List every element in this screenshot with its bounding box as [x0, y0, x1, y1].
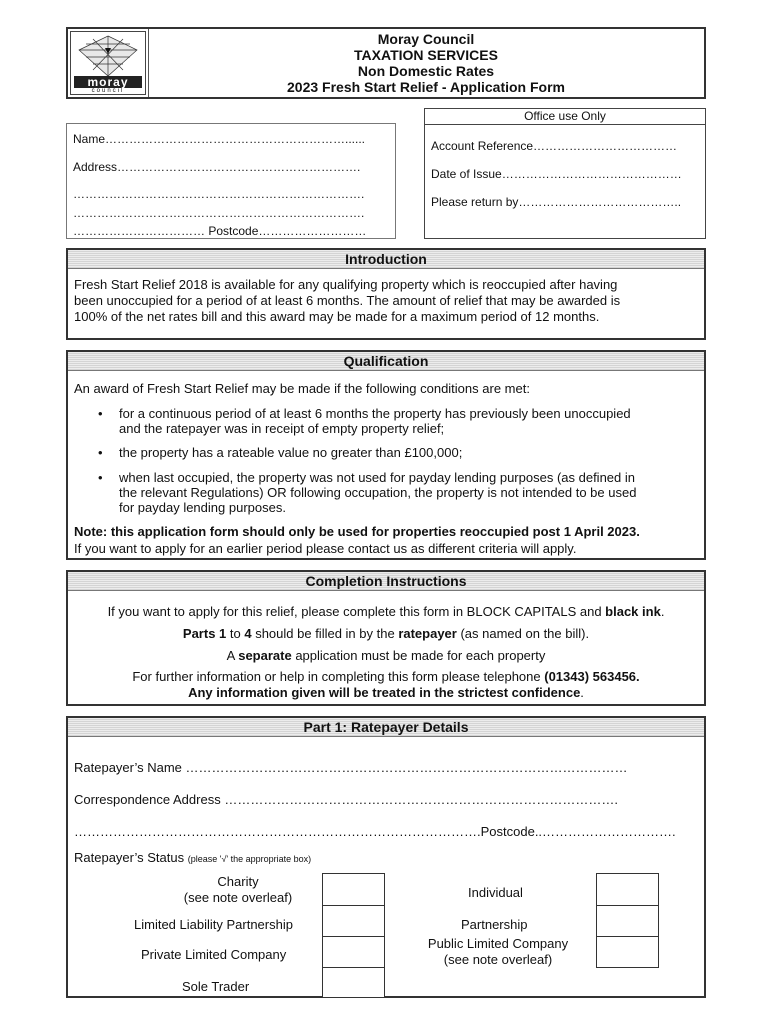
- plc-checkbox[interactable]: [596, 936, 659, 968]
- condition-payday-lending: • when last occupied, the property was not used for payday lending purposes (as defined in the relevant Regulations) OR following occupation, the property is not intended to be used for payday lending purposes.: [74, 470, 704, 515]
- header-box: [66, 27, 706, 99]
- logo-wordmark: moray: [74, 76, 142, 88]
- form-title: 2023 Fresh Start Relief - Application Form: [287, 79, 565, 95]
- address-line-2[interactable]: ……………………………………………………………….: [73, 187, 365, 201]
- completion-line-3: A separate application must be made for each property: [226, 648, 546, 663]
- completion-line-2: Parts 1 to 4 should be filled in by the ratepayer (as named on the bill).: [182, 626, 590, 641]
- part1-section: [66, 716, 706, 998]
- correspondence-address-field[interactable]: Correspondence Address ……………………………………………………………………………….: [74, 792, 618, 807]
- qualification-section: [66, 350, 706, 560]
- completion-title: Completion Instructions: [68, 572, 704, 591]
- council-logo: [70, 31, 146, 95]
- llp-checkbox[interactable]: [322, 905, 385, 937]
- ratepayer-status-label: Ratepayer’s Status (please '√' the appropriate box): [74, 850, 312, 865]
- introduction-section: [66, 248, 706, 340]
- individual-checkbox[interactable]: [596, 873, 659, 906]
- completion-section: [66, 570, 706, 706]
- council-name: Moray Council: [377, 31, 475, 47]
- ratepayer-name-field[interactable]: Ratepayer’s Name …………………………………………………………………………………………: [74, 760, 628, 775]
- introduction-title: Introduction: [68, 250, 704, 269]
- intro-text-1: Fresh Start Relief 2018 is available for any qualifying property which is reoccupied after having: [74, 277, 618, 292]
- completion-line-1: If you want to apply for this relief, please complete this form in BLOCK CAPITALS and black ink.: [107, 604, 665, 619]
- address-line-3[interactable]: ……………………………………………………………….: [73, 206, 365, 220]
- charity-checkbox[interactable]: [322, 873, 385, 906]
- condition-unoccupied: • for a continuous period of at least 6 months the property has previously been unoccupied and the ratepayer was in receipt of empty property relief;: [74, 406, 704, 436]
- logo-diamond-icon: [71, 34, 145, 78]
- date-of-issue-field[interactable]: Date of Issue………………………………………: [431, 167, 682, 181]
- address-postcode-field[interactable]: ………………………………………………………………………………….Postcode..………………………….: [74, 824, 676, 839]
- address-field[interactable]: Address…………………………………………………….: [73, 160, 361, 174]
- private-limited-checkbox[interactable]: [322, 936, 385, 968]
- postcode-field[interactable]: …………………………… Postcode………………………: [73, 224, 367, 238]
- partnership-label: Partnership: [461, 917, 528, 932]
- return-by-field[interactable]: Please return by…………………………………..: [431, 195, 682, 209]
- part1-title: Part 1: Ratepayer Details: [68, 718, 704, 737]
- partnership-checkbox[interactable]: [596, 905, 659, 937]
- charity-label: Charity (see note overleaf): [183, 874, 293, 905]
- qualification-note: Note: this application form should only be used for properties reoccupied post 1 April 2023.: [74, 524, 640, 539]
- sole-trader-checkbox[interactable]: [322, 967, 385, 998]
- completion-line-4: For further information or help in completing this form please telephone (01343) 563456.: [132, 669, 640, 684]
- sole-trader-label: Sole Trader: [182, 979, 250, 994]
- intro-text-2: been unoccupied for a period of at least 6 months. The amount of relief that may be awarded is: [74, 293, 621, 308]
- section-name: Non Domestic Rates: [357, 63, 495, 79]
- qualification-note-2: If you want to apply for an earlier period please contact us as different criteria will apply.: [74, 541, 577, 556]
- llp-label: Limited Liability Partnership: [134, 917, 293, 932]
- office-use-title: Office use Only: [425, 109, 705, 125]
- account-reference-field[interactable]: Account Reference………………………………: [431, 139, 678, 153]
- individual-label: Individual: [468, 885, 523, 900]
- private-limited-label: Private Limited Company: [141, 947, 287, 962]
- condition-rateable-value: • the property has a rateable value no greater than £100,000;: [74, 445, 704, 460]
- department-name: TAXATION SERVICES: [354, 47, 498, 63]
- completion-line-5: Any information given will be treated in the strictest confidence.: [188, 685, 584, 700]
- qualification-title: Qualification: [68, 352, 704, 371]
- address-block: [66, 123, 396, 239]
- logo-subtitle: council: [91, 88, 125, 94]
- office-use-box: [424, 108, 706, 239]
- intro-text-3: 100% of the net rates bill and this award may be made for a maximum period of 12 months.: [74, 309, 600, 324]
- qualification-lead: An award of Fresh Start Relief may be made if the following conditions are met:: [74, 381, 530, 396]
- name-field[interactable]: Name……………………………………………………......: [73, 132, 366, 146]
- plc-label: Public Limited Company (see note overleaf): [427, 936, 569, 967]
